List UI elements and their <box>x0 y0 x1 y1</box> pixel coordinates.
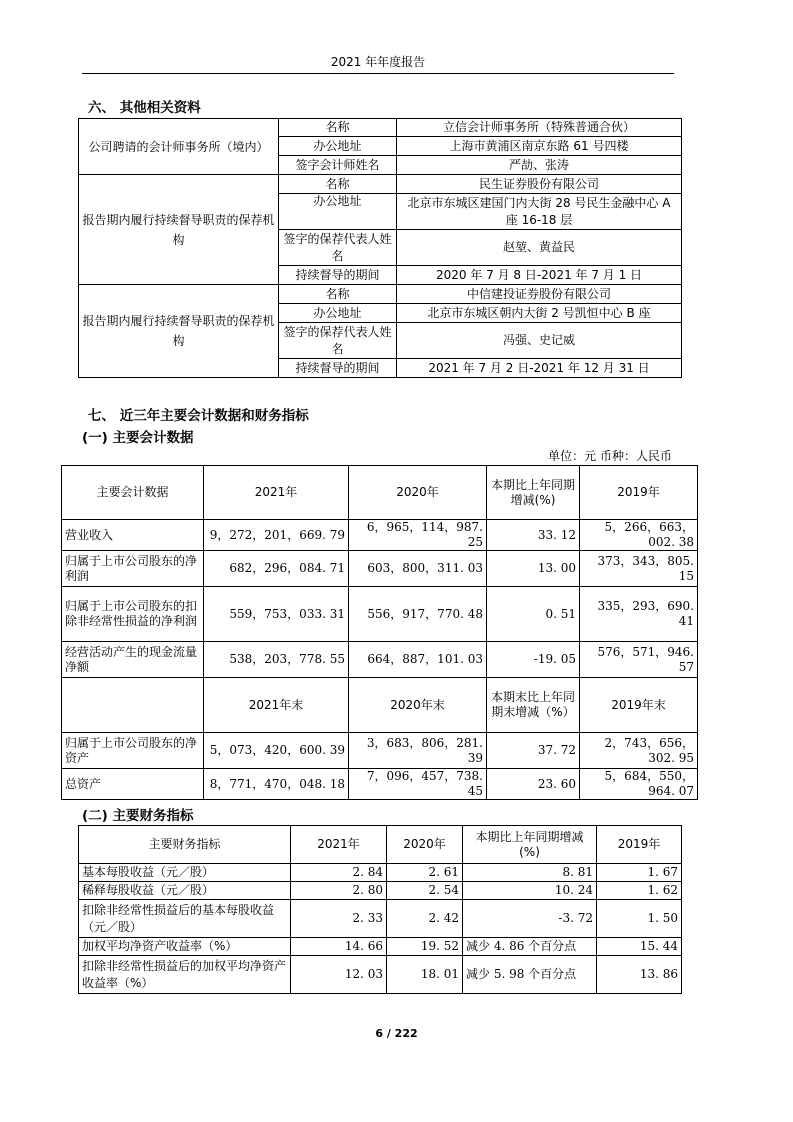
row-label: 基本每股收益（元／股） <box>79 864 291 882</box>
table-row <box>62 520 698 551</box>
cell-value: 373，343，805. 15 <box>580 551 698 587</box>
cell-value: 2. 42 <box>387 900 463 938</box>
info-label: 办公地址 <box>279 194 397 230</box>
cell-value: 6，965，114，987. 25 <box>349 520 487 551</box>
cell-value: 37. 72 <box>487 733 580 769</box>
table-row <box>62 733 698 769</box>
cell-value: 559，753，033. 31 <box>204 587 349 642</box>
row-label: 扣除非经常性损益后的加权平均净资产收益率（%） <box>79 956 291 994</box>
other-info-table <box>78 118 682 378</box>
row-label: 归属于上市公司股东的净利润 <box>62 551 204 587</box>
cell-value: 1. 67 <box>597 864 682 882</box>
info-value: 上海市黄浦区南京东路 61 号四楼 <box>397 137 682 156</box>
cell-value: 9，272，201，669. 79 <box>204 520 349 551</box>
cell-value: 2. 33 <box>291 900 387 938</box>
table-row <box>79 956 682 994</box>
col-header: 2021年 <box>204 466 349 520</box>
table-row <box>79 864 682 882</box>
cell-value: 1. 50 <box>597 900 682 938</box>
info-value: 北京市东城区建国门内大街 28 号民生金融中心 A 座 16-18 层 <box>397 194 682 230</box>
table-row <box>62 642 698 678</box>
row-label: 稀释每股收益（元／股） <box>79 882 291 900</box>
row-label: 归属于上市公司股东的扣除非经常性损益的净利润 <box>62 587 204 642</box>
page-number: 6 / 222 <box>375 1027 418 1040</box>
table-row <box>62 551 698 587</box>
cell-value: -19. 05 <box>487 642 580 678</box>
cell-value: -3. 72 <box>463 900 597 938</box>
cell-value: 5，073，420，600. 39 <box>204 733 349 769</box>
col-header: 2020年 <box>349 466 487 520</box>
table-row <box>79 882 682 900</box>
col-header: 本期比上年同期增减(%) <box>487 466 580 520</box>
cell-value: 5，266，663，002. 38 <box>580 520 698 551</box>
cell-value: 0. 51 <box>487 587 580 642</box>
row-label: 扣除非经常性损益后的基本每股收益（元／股） <box>79 900 291 938</box>
info-value: 2021 年 7 月 2 日-2021 年 12 月 31 日 <box>397 359 682 378</box>
table-row <box>79 938 682 956</box>
cell-value: 603，800，311. 03 <box>349 551 487 587</box>
info-value: 立信会计师事务所（特殊普通合伙） <box>397 119 682 137</box>
cell-value: 2. 80 <box>291 882 387 900</box>
row-label: 归属于上市公司股东的净资产 <box>62 733 204 769</box>
col-header: 主要会计数据 <box>62 466 204 520</box>
cell-value: 538，203，778. 55 <box>204 642 349 678</box>
cell-value: 8，771，470，048. 18 <box>204 769 349 800</box>
cell-value: 2. 84 <box>291 864 387 882</box>
row-label: 加权平均净资产收益率（%） <box>79 938 291 956</box>
cell-value: 减少 5. 98 个百分点 <box>463 956 597 994</box>
info-value: 严劼、张涛 <box>397 156 682 175</box>
info-value: 民生证券股份有限公司 <box>397 175 682 194</box>
info-label: 办公地址 <box>279 137 397 156</box>
cell-value: 2. 61 <box>387 864 463 882</box>
info-label: 签字的保荐代表人姓名 <box>279 230 397 266</box>
cell-value: 10. 24 <box>463 882 597 900</box>
col-header: 2021年 <box>291 826 387 864</box>
sponsor-group-label: 报告期内履行持续督导职责的保荐机构 <box>79 285 279 378</box>
accounting-data-subheading: (一) 主要会计数据 <box>82 430 194 446</box>
financial-indicators-table <box>78 825 682 994</box>
cell-value: 7，096，457，738. 45 <box>349 769 487 800</box>
col-header: 2021年末 <box>204 678 349 733</box>
cell-value: 33. 12 <box>487 520 580 551</box>
info-label: 名称 <box>279 285 397 304</box>
row-label: 总资产 <box>62 769 204 800</box>
info-value: 北京市东城区朝内大街 2 号凯恒中心 B 座 <box>397 304 682 323</box>
table-row <box>79 900 682 938</box>
cell-value: 556，917，770. 48 <box>349 587 487 642</box>
col-header: 本期末比上年同期末增减（%） <box>487 678 580 733</box>
cell-value: 335，293，690. 41 <box>580 587 698 642</box>
cell-value: 1. 62 <box>597 882 682 900</box>
table-row <box>62 587 698 642</box>
cell-value: 13. 86 <box>597 956 682 994</box>
info-label: 办公地址 <box>279 304 397 323</box>
col-header: 2020年 <box>387 826 463 864</box>
cell-value: 减少 4. 86 个百分点 <box>463 938 597 956</box>
info-label: 名称 <box>279 175 397 194</box>
info-value: 冯强、史记威 <box>397 323 682 359</box>
cell-value: 8. 81 <box>463 864 597 882</box>
header-rule <box>82 73 674 74</box>
cell-value: 664，887，101. 03 <box>349 642 487 678</box>
row-label: 经营活动产生的现金流量净额 <box>62 642 204 678</box>
info-label: 签字会计师姓名 <box>279 156 397 175</box>
accounting-data-table <box>61 465 698 800</box>
row-label: 营业收入 <box>62 520 204 551</box>
col-header: 2019年末 <box>580 678 698 733</box>
col-header: 2020年末 <box>349 678 487 733</box>
auditor-group-label: 公司聘请的会计师事务所（境内） <box>79 119 279 175</box>
cell-value: 5，684，550，964. 07 <box>580 769 698 800</box>
cell-value: 13. 00 <box>487 551 580 587</box>
cell-value: 15. 44 <box>597 938 682 956</box>
info-value: 中信建投证券股份有限公司 <box>397 285 682 304</box>
report-header: 2021 年年度报告 <box>330 55 426 69</box>
cell-value: 14. 66 <box>291 938 387 956</box>
col-header: 2019年 <box>580 466 698 520</box>
info-label: 持续督导的期间 <box>279 359 397 378</box>
info-label: 签字的保荐代表人姓名 <box>279 323 397 359</box>
cell-value: 19. 52 <box>387 938 463 956</box>
info-label: 持续督导的期间 <box>279 266 397 285</box>
financial-indicators-subheading: (二) 主要财务指标 <box>82 808 194 824</box>
cell-value: 18. 01 <box>387 956 463 994</box>
section6-heading: 六、 其他相关资料 <box>88 100 201 116</box>
cell-value: 23. 60 <box>487 769 580 800</box>
info-value: 2020 年 7 月 8 日-2021 年 7 月 1 日 <box>397 266 682 285</box>
col-header: 本期比上年同期增减(%) <box>463 826 597 864</box>
sponsor-group-label: 报告期内履行持续督导职责的保荐机构 <box>79 175 279 285</box>
col-header <box>62 678 204 733</box>
cell-value: 2. 54 <box>387 882 463 900</box>
cell-value: 2，743，656，302. 95 <box>580 733 698 769</box>
col-header: 2019年 <box>597 826 682 864</box>
cell-value: 12. 03 <box>291 956 387 994</box>
section7-heading: 七、 近三年主要会计数据和财务指标 <box>88 408 309 424</box>
col-header: 主要财务指标 <box>79 826 291 864</box>
cell-value: 3，683，806，281. 39 <box>349 733 487 769</box>
cell-value: 576，571，946. 57 <box>580 642 698 678</box>
table-row <box>62 769 698 800</box>
info-label: 名称 <box>279 119 397 137</box>
unit-currency-note: 单位：元 币种：人民币 <box>548 449 672 463</box>
info-value: 赵堃、黄益民 <box>397 230 682 266</box>
cell-value: 682，296，084. 71 <box>204 551 349 587</box>
